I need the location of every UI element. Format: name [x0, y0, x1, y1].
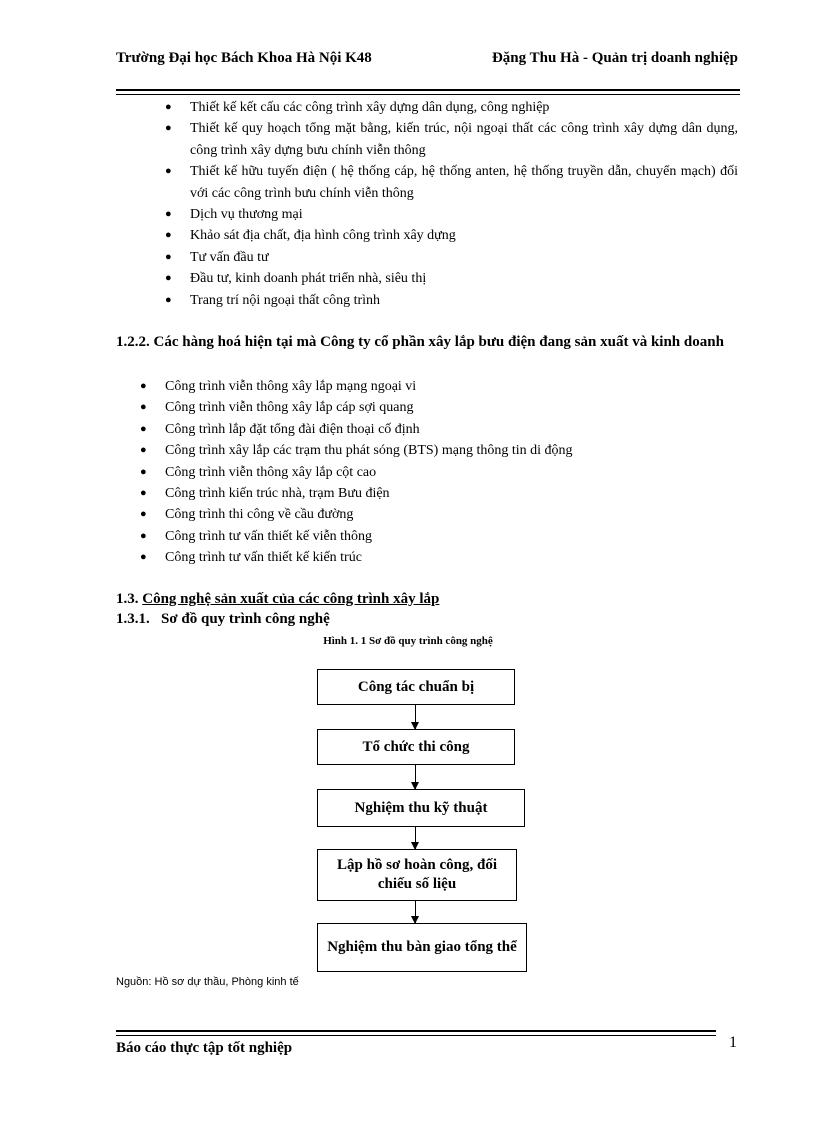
list-item: ● Công trình thi công về cầu đường: [165, 504, 738, 525]
figure-caption: Hình 1. 1 Sơ đồ quy trình công nghệ: [323, 635, 493, 647]
header-school: Trường Đại học Bách Khoa Hà Nội K48: [116, 50, 372, 66]
list-item: ● Trang trí nội ngoại thất công trình: [190, 290, 738, 311]
section-number: 1.3.: [116, 591, 139, 607]
flow-step-2: Tổ chức thi công: [317, 729, 515, 765]
list-item: ● Thiết kế kết cấu các công trình xây dựng dân dụng, công nghiệp: [190, 97, 738, 118]
business-lines-list: [190, 97, 738, 311]
products-list: [165, 376, 738, 569]
figure-source: Nguồn: Hồ sơ dự thầu, Phòng kinh tế: [116, 976, 299, 988]
list-item: ● Công trình lắp đặt tổng đài điện thoại cố định: [165, 419, 738, 440]
list-item: ● Công trình tư vấn thiết kế kiến trúc: [165, 547, 738, 568]
list-item: ● Dịch vụ thương mại: [190, 204, 738, 225]
section-heading-1-3: [116, 590, 439, 609]
flow-step-4: Lập hồ sơ hoàn công, đối chiếu số liệu: [317, 849, 517, 901]
header-author: Đặng Thu Hà - Quản trị doanh nghiệp: [491, 50, 738, 66]
list-item: ● Công trình tư vấn thiết kế viễn thông: [165, 526, 738, 547]
flow-step-3: Nghiệm thu kỹ thuật: [317, 789, 525, 827]
footer-rule: [116, 1030, 716, 1036]
section-heading-1-3-1: 1.3.1. Sơ đồ quy trình công nghệ: [116, 611, 330, 627]
flow-step-5: Nghiệm thu bàn giao tổng thể: [317, 923, 527, 972]
list-item: ● Tư vấn đầu tư: [190, 247, 738, 268]
flow-arrow: [415, 705, 416, 729]
list-item: ● Đầu tư, kinh doanh phát triển nhà, siêu thị: [190, 268, 738, 289]
list-item: ● Công trình viễn thông xây lắp cột cao: [165, 462, 738, 483]
flow-arrow: [415, 901, 416, 923]
list-item: ● Công trình kiến trúc nhà, trạm Bưu điện: [165, 483, 738, 504]
list-item: ● Công trình xây lắp các trạm thu phát sóng (BTS) mạng thông tin di động: [165, 440, 738, 461]
list-item: ● Thiết kế quy hoạch tổng mặt bằng, kiến trúc, nội ngoại thất các công trình xây dựng dân dụng, công trình xây dựng bưu chính viễn thông: [190, 118, 738, 161]
flow-step-1: Công tác chuẩn bị: [317, 669, 515, 705]
page-number: 1: [729, 1034, 737, 1051]
flow-arrow: [415, 827, 416, 849]
section-title: Công nghệ sản xuất của các công trình xây lắp: [142, 591, 440, 607]
footer-title: Báo cáo thực tập tốt nghiệp: [116, 1040, 293, 1056]
header-rule: [116, 89, 740, 95]
list-item: ● Công trình viễn thông xây lắp mạng ngoại vi: [165, 376, 738, 397]
list-item: ● Thiết kế hữu tuyến điện ( hệ thống cáp, hệ thống anten, hệ thống truyền dẫn, chuyển mạch) đối với các công trình bưu chính viễn thông: [190, 161, 738, 204]
section-heading-1-2-2: 1.2.2. Các hàng hoá hiện tại mà Công ty cổ phần xây lắp bưu điện đang sản xuất và kinh doanh: [116, 334, 724, 350]
flow-arrow: [415, 765, 416, 789]
list-item: ● Công trình viễn thông xây lắp cáp sợi quang: [165, 397, 738, 418]
list-item: ● Khảo sát địa chất, địa hình công trình xây dựng: [190, 225, 738, 246]
